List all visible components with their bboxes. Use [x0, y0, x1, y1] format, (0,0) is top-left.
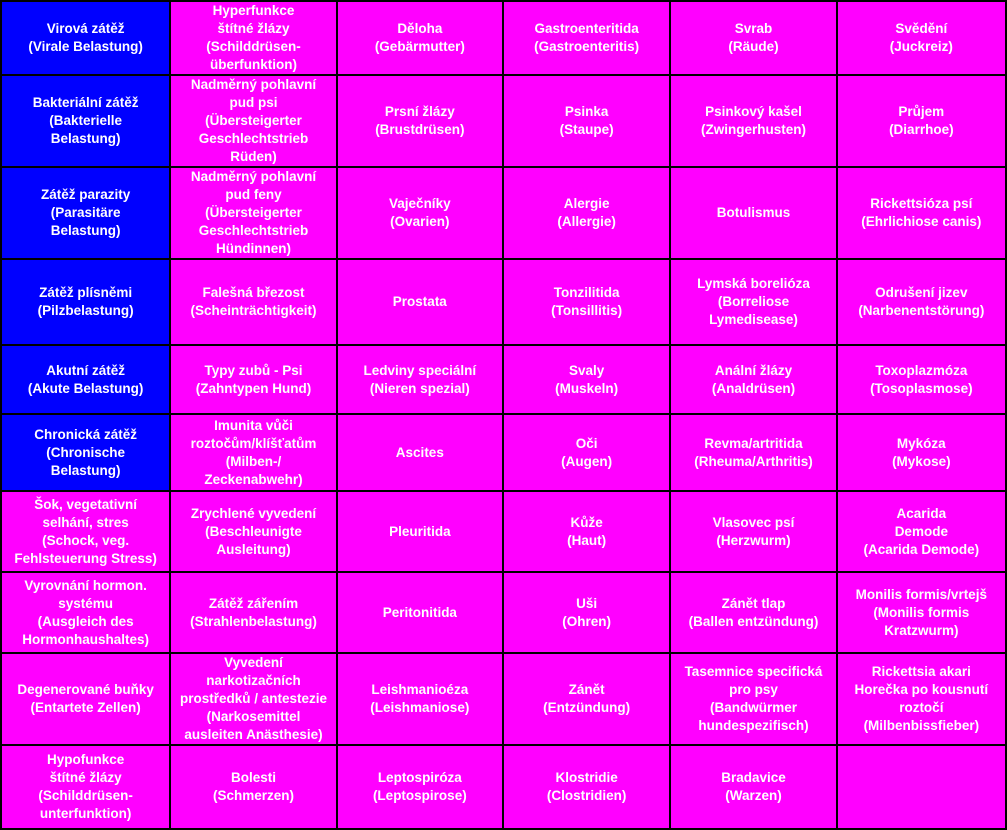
- cell-text-line: Akutní zátěž: [46, 362, 126, 378]
- grid-cell: [671, 76, 835, 166]
- cell-text-line: Kůže: [570, 514, 603, 530]
- cell-text-line: Uši: [576, 595, 598, 611]
- cell-text-line: Zátěž parazity: [41, 187, 131, 202]
- cell-text-line: (Staupe): [559, 122, 614, 137]
- cell-text-line: Tonzilitida: [553, 285, 620, 300]
- cell-text-line: Psinka: [564, 104, 609, 119]
- cell-text-line: (Schock, veg.: [42, 532, 130, 548]
- cell-text-line: Nadměrný pohlavní: [190, 77, 317, 92]
- grid-cell: [838, 2, 1005, 74]
- table-row: [2, 346, 1005, 413]
- grid-cell: [671, 415, 835, 490]
- cell-text-line: Zánět tlap: [721, 595, 786, 611]
- cell-text-line: (Beschleunigte: [205, 523, 302, 539]
- cell-text-line: Falešná březost: [202, 285, 305, 300]
- grid-cell: [504, 746, 669, 828]
- cell-text-line: Acarida: [896, 505, 947, 521]
- grid-cell: [504, 654, 669, 744]
- cell-text-line: (Ballen entzündung): [688, 613, 819, 629]
- cell-text-line: roztočí: [899, 700, 944, 715]
- grid-cell: [838, 415, 1005, 490]
- cell-text-line: (Mykose): [892, 453, 951, 469]
- grid-cell: [838, 654, 1005, 744]
- table-row: [2, 2, 1005, 74]
- grid-cell: [338, 746, 502, 828]
- cell-text-line: Chronická zátěž: [34, 426, 138, 442]
- grid-cell: [338, 415, 502, 490]
- cell-text-line: (Analdrüsen): [711, 380, 796, 396]
- cell-text-line: Oči: [575, 435, 598, 451]
- cell-text-line: Klostridie: [555, 770, 618, 785]
- cell-text-line: Lymedisease): [709, 312, 798, 327]
- category-cell: [2, 2, 169, 74]
- cell-text-line: überfunktion): [209, 57, 297, 72]
- cell-text-line: (Monilis formis: [873, 604, 970, 620]
- cell-text-line: Bradavice: [721, 770, 786, 785]
- cell-text-line: (Nieren spezial): [369, 380, 470, 396]
- cell-text-line: (Gastroenteritis): [534, 39, 640, 54]
- table-row: [2, 654, 1005, 744]
- cell-text-line: Botulismus: [716, 205, 791, 220]
- cell-text-line: systému: [58, 595, 114, 611]
- cell-text-line: Geschlechtstrieb: [198, 223, 309, 238]
- grid-cell: [171, 346, 335, 413]
- cell-text-line: (Milbenbissfieber): [863, 718, 980, 733]
- cell-text-line: (Allergie): [557, 214, 616, 229]
- table-row: [2, 76, 1005, 166]
- category-cell: [2, 573, 169, 652]
- cell-text-line: Ledviny speciální: [363, 362, 477, 378]
- grid-cell: [838, 346, 1005, 413]
- cell-text-line: (Ausgleich des: [37, 613, 134, 629]
- cell-text-line: Hyperfunkce: [212, 3, 295, 18]
- grid-body: [2, 2, 1005, 828]
- category-cell: [2, 492, 169, 571]
- grid-cell: [838, 168, 1005, 258]
- grid-cell: [504, 492, 669, 571]
- grid-cell: [171, 746, 335, 828]
- cell-text-line: Svaly: [569, 362, 605, 378]
- grid-cell: [171, 260, 335, 344]
- cell-text-line: (Schilddrüsen-: [206, 39, 301, 54]
- cell-text-line: Virová zátěž: [46, 21, 125, 36]
- grid-cell: [671, 260, 835, 344]
- cell-text-line: (Virale Belastung): [28, 39, 143, 54]
- cell-text-line: Šok, vegetativní: [34, 496, 138, 512]
- category-cell: [2, 76, 169, 166]
- cell-text-line: (Narbenentstörung): [858, 303, 985, 318]
- cell-text-line: Lymská borelióza: [697, 276, 810, 291]
- cell-text-line: Geschlechtstrieb: [198, 131, 309, 146]
- category-cell: [2, 346, 169, 413]
- grid-cell: [338, 76, 502, 166]
- cell-text-line: Demode: [894, 523, 948, 539]
- cell-text-line: (Narkosemittel: [206, 709, 301, 724]
- cell-text-line: (Herzwurm): [716, 532, 791, 548]
- cell-text-line: Anální žlázy: [714, 362, 793, 378]
- grid-cell: [504, 168, 669, 258]
- cell-text-line: Leptospiróza: [377, 770, 462, 785]
- cell-text-line: Hündinnen): [216, 241, 291, 256]
- cell-text-line: Hormonhaushaltes): [22, 631, 150, 647]
- table-row: [2, 573, 1005, 652]
- grid-cell: [504, 260, 669, 344]
- cell-text-line: Kratzwurm): [884, 622, 959, 638]
- cell-text-line: Zátěž zářením: [208, 595, 299, 611]
- grid-cell: [838, 260, 1005, 344]
- cell-text-line: (Strahlenbelastung): [190, 613, 317, 629]
- cell-text-line: Toxoplazmóza: [875, 362, 968, 378]
- grid-cell: [338, 492, 502, 571]
- cell-text-line: Monilis formis/vrtejš: [855, 586, 987, 602]
- cell-text-line: štítné žlázy: [217, 21, 290, 36]
- grid-cell: [171, 2, 335, 74]
- grid-cell: [171, 415, 335, 490]
- category-cell: [2, 654, 169, 744]
- cell-text-line: Fehlsteuerung Stress): [14, 550, 157, 566]
- grid-cell: [671, 2, 835, 74]
- grid-cell: [671, 573, 835, 652]
- grid-cell: [671, 492, 835, 571]
- cell-text-line: selhání, stres: [42, 514, 129, 530]
- grid-cell: [338, 168, 502, 258]
- cell-text-line: Odrušení jizev: [875, 285, 968, 300]
- cell-text-line: (Pilzbelastung): [37, 303, 134, 318]
- cell-text-line: Bakteriální zátěž: [32, 95, 139, 110]
- grid-cell: [171, 654, 335, 744]
- cell-text-line: Revma/artritida: [704, 435, 803, 451]
- cell-text-line: Mykóza: [896, 435, 946, 451]
- cell-text-line: (Akute Belastung): [27, 380, 144, 396]
- cell-text-line: (Zwingerhusten): [700, 122, 806, 137]
- cell-text-line: (Juckreiz): [889, 39, 953, 54]
- cell-text-line: Gastroenteritida: [534, 21, 639, 36]
- cell-text-line: Průjem: [898, 104, 945, 119]
- cell-text-line: Pleuritida: [389, 523, 451, 539]
- grid-cell: [838, 746, 1005, 828]
- cell-text-line: Ausleitung): [216, 541, 291, 557]
- category-cell: [2, 168, 169, 258]
- cell-text-line: Vaječníky: [389, 196, 451, 211]
- cell-text-line: štítné žlázy: [49, 770, 122, 785]
- grid-cell: [338, 260, 502, 344]
- grid-cell: [838, 492, 1005, 571]
- cell-text-line: (Leishmaniose): [370, 700, 470, 715]
- grid-cell: [171, 573, 335, 652]
- cell-text-line: pro psy: [729, 682, 778, 697]
- cell-text-line: ausleiten Anästhesie): [184, 727, 323, 742]
- cell-text-line: Belastung): [50, 131, 121, 146]
- grid-cell: [338, 573, 502, 652]
- cell-text-line: Tasemnice specifická: [684, 664, 823, 679]
- cell-text-line: (Leptospirose): [372, 788, 467, 803]
- cell-text-line: pud psi: [229, 95, 278, 110]
- cell-text-line: narkotizačních: [206, 673, 301, 688]
- cell-text-line: (Augen): [561, 453, 613, 469]
- grid-cell: [671, 346, 835, 413]
- cell-text-line: (Schmerzen): [212, 788, 294, 803]
- cell-text-line: Bolesti: [230, 770, 276, 785]
- cell-text-line: (Rheuma/Arthritis): [694, 453, 813, 469]
- cell-text-line: (Ovarien): [390, 214, 450, 229]
- cell-text-line: Belastung): [50, 462, 121, 478]
- category-cell: [2, 415, 169, 490]
- cell-text-line: pud feny: [225, 187, 282, 202]
- cell-text-line: hundespezifisch): [698, 718, 809, 733]
- cell-text-line: Alergie: [563, 196, 610, 211]
- category-cell: [2, 746, 169, 828]
- cell-text-line: Zrychlené vyvedení: [190, 505, 317, 521]
- table-row: [2, 415, 1005, 490]
- cell-text-line: (Milben-/: [225, 453, 282, 469]
- cell-text-line: (Übersteigerter: [205, 113, 302, 128]
- cell-text-line: (Bakterielle: [49, 113, 123, 128]
- cell-text-line: Belastung): [50, 223, 121, 238]
- cell-text-line: (Bandwürmer: [709, 700, 797, 715]
- cell-text-line: (Zahntypen Hund): [195, 380, 312, 396]
- cell-text-line: Rüden): [230, 149, 277, 164]
- grid-cell: [171, 168, 335, 258]
- grid-cell: [838, 573, 1005, 652]
- cell-text-line: (Übersteigerter: [205, 205, 302, 220]
- grid-cell: [171, 492, 335, 571]
- cell-text-line: Rickettsióza psí: [870, 196, 973, 211]
- cell-text-line: (Warzen): [725, 788, 782, 803]
- grid-cell: [504, 346, 669, 413]
- cell-text-line: Prostata: [392, 294, 447, 309]
- cell-text-line: Prsní žlázy: [384, 104, 455, 119]
- cell-text-line: (Acarida Demode): [863, 541, 980, 557]
- category-cell: [2, 260, 169, 344]
- cell-text-line: (Muskeln): [555, 380, 619, 396]
- grid-cell: [504, 2, 669, 74]
- cell-text-line: (Gebärmutter): [374, 39, 465, 54]
- cell-text-line: Vyrovnání hormon.: [24, 577, 147, 593]
- cell-text-line: Psinkový kašel: [705, 104, 802, 119]
- cell-text-line: (Tosoplasmose): [870, 380, 973, 396]
- grid-cell: [671, 746, 835, 828]
- cell-text-line: Svědění: [895, 21, 948, 36]
- grid-cell: [171, 76, 335, 166]
- cell-text-line: Ascites: [395, 444, 444, 460]
- cell-text-line: unterfunktion): [39, 806, 132, 821]
- cell-text-line: Svrab: [734, 21, 773, 36]
- cell-text-line: (Scheinträchtigkeit): [190, 303, 317, 318]
- cell-text-line: Horečka po kousnutí: [854, 682, 989, 697]
- table-row: [2, 746, 1005, 828]
- cell-text-line: Hypofunkce: [47, 752, 125, 767]
- cell-text-line: Nadměrný pohlavní: [190, 169, 317, 184]
- cell-text-line: (Diarrhoe): [889, 122, 954, 137]
- cell-text-line: Degenerované buňky: [17, 682, 154, 697]
- cell-text-line: Vlasovec psí: [712, 514, 795, 530]
- grid-cell: [504, 415, 669, 490]
- cell-text-line: (Entartete Zellen): [30, 700, 141, 715]
- cell-text-line: (Räude): [728, 39, 779, 54]
- cell-text-line: (Clostridien): [546, 788, 627, 803]
- cell-text-line: Imunita vůči: [214, 417, 293, 433]
- cell-text-line: Peritonitida: [382, 604, 457, 620]
- cell-text-line: (Schilddrüsen-: [38, 788, 133, 803]
- grid-cell: [671, 654, 835, 744]
- table-row: [2, 168, 1005, 258]
- grid-cell: [504, 573, 669, 652]
- cell-text-line: (Entzündung): [543, 700, 631, 715]
- cell-text-line: Typy zubů - Psi: [204, 362, 303, 378]
- table-row: [2, 492, 1005, 571]
- cell-text-line: (Haut): [567, 532, 607, 548]
- cell-text-line: (Borreliose: [717, 294, 790, 309]
- table-row: [2, 260, 1005, 344]
- cell-text-line: Zánět: [568, 682, 605, 697]
- grid-cell: [838, 76, 1005, 166]
- cell-text-line: Zátěž plísněmi: [39, 285, 133, 300]
- cell-text-line: Zeckenabwehr): [204, 471, 303, 487]
- cell-text-line: (Ehrlichiose canis): [861, 214, 982, 229]
- cell-text-line: (Tonsillitis): [551, 303, 623, 318]
- grid-cell: [338, 2, 502, 74]
- cell-text-line: Děloha: [397, 21, 443, 36]
- cell-text-line: Rickettsia akari: [871, 664, 971, 679]
- cell-text-line: prostředků / antestezie: [179, 691, 328, 706]
- grid-cell: [338, 346, 502, 413]
- cell-text-line: roztočům/klíšťatům: [190, 435, 317, 451]
- grid-cell: [338, 654, 502, 744]
- grid-cell: [671, 168, 835, 258]
- cell-text-line: (Ohren): [562, 613, 612, 629]
- cell-text-line: Leishmanioéza: [371, 682, 469, 697]
- cell-text-line: (Brustdrüsen): [375, 122, 465, 137]
- grid-cell: [504, 76, 669, 166]
- cell-text-line: Vyvedení: [224, 655, 283, 670]
- cell-text-line: (Parasitäre: [50, 205, 121, 220]
- cell-text-line: (Chronische: [46, 444, 126, 460]
